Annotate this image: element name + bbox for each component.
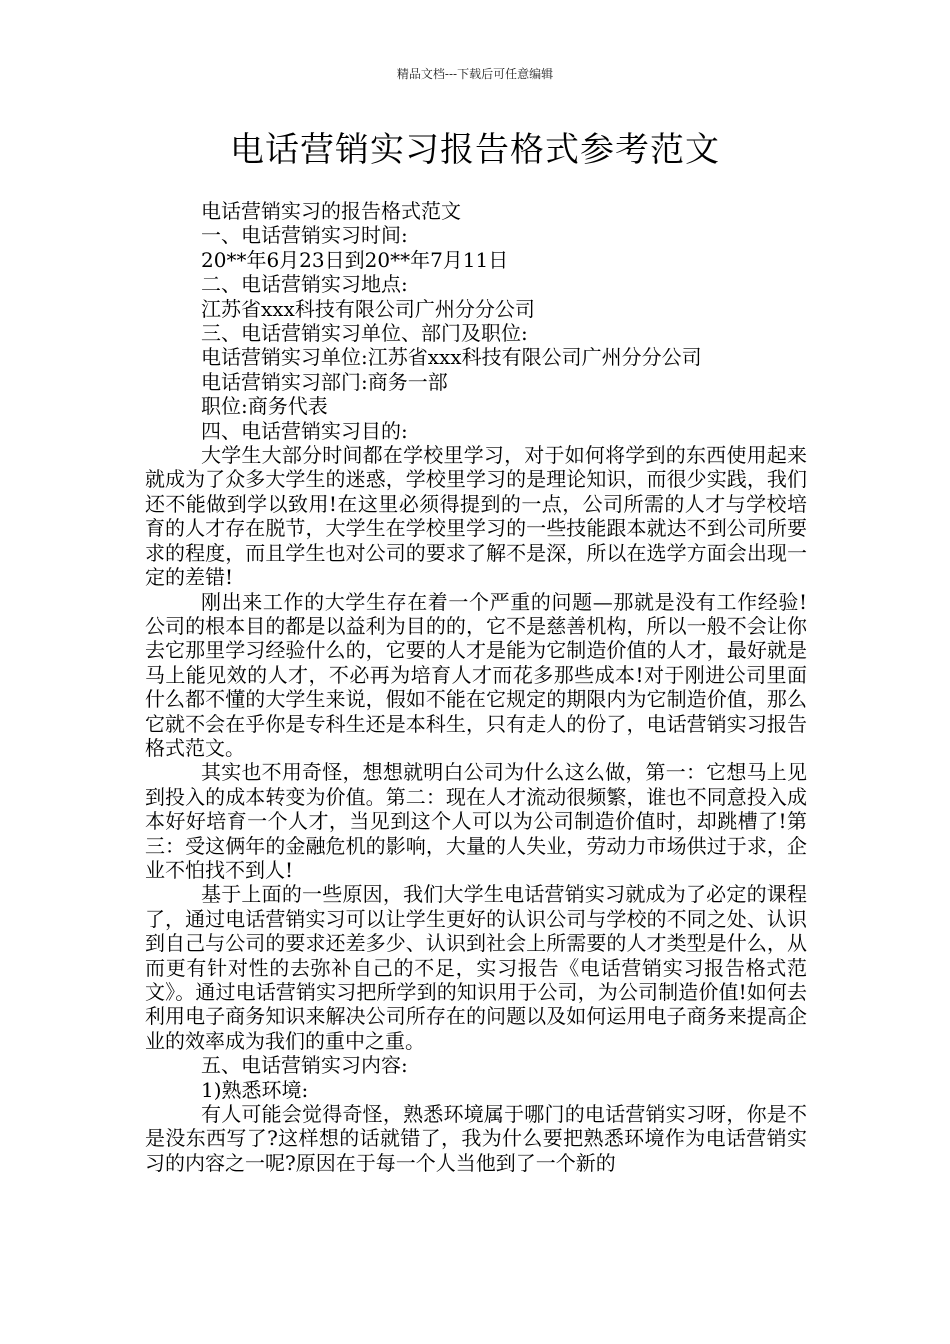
text-line: 20**年6月23日到20**年7月11日 xyxy=(201,247,509,272)
body-paragraph: 刚出来工作的大学生存在着一个严重的问题—那就是没有工作经验!公司的根本目的都是以益利为目的的，它不是慈善机构，所以一般不会让你去它那里学习经验什么的，它要的人才是能为它制造价值的人才，最好就是马上能见效的人才，不必再为培育人才而花多那些成本!对于刚进公司里面什么都不懂的大学生来说，假如不能在它规定的期限内为它制造价值，那么它就不会在乎你是专科生还是本科生，只有走人的份了，电话营销实习报告格式范文。 xyxy=(145,589,807,760)
section-heading: 三、电话营销实习单位、部门及职位: xyxy=(201,321,528,346)
body-paragraph: 其实也不用奇怪，想想就明白公司为什么这么做，第一：它想马上见到投入的成本转变为价值。第二：现在人才流动很频繁，谁也不同意投入成本好好培育一个人才，当见到这个人可以为公司制造价值时，却跳槽了!第三：受这俩年的金融危机的影响，大量的人失业，劳动力市场供过于求，企业不怕找不到人! xyxy=(145,760,807,882)
text-line: 江苏省xxx科技有限公司广州分分公司 xyxy=(201,296,535,321)
text-line: 电话营销实习部门:商务一部 xyxy=(201,369,448,394)
text-line: 电话营销实习单位:江苏省xxx科技有限公司广州分分公司 xyxy=(201,345,702,370)
section-heading: 一、电话营销实习时间: xyxy=(201,223,408,248)
text-line: 职位:商务代表 xyxy=(201,394,328,419)
document-title: 电话营销实习报告格式参考范文 xyxy=(230,130,720,170)
section-heading: 四、电话营销实习目的: xyxy=(201,418,408,443)
body-paragraph: 基于上面的一些原因，我们大学生电话营销实习就成为了必定的课程了，通过电话营销实习可以让学生更好的认识公司与学校的不同之处、认识到自己与公司的要求还差多少、认识到社会上所需要的人才类型是什么，从而更有针对性的去弥补自己的不足，实习报告《电话营销实习报告格式范文》。通过电话营销实习把所学到的知识用于公司，为公司制造价值!如何去利用电子商务知识来解决公司所存在的问题以及如何运用电子商务来提高企业的效率成为我们的重中之重。 xyxy=(145,882,807,1053)
text-line: 电话营销实习的报告格式范文 xyxy=(201,199,461,223)
section-heading: 二、电话营销实习地点: xyxy=(201,272,408,297)
body-paragraph: 有人可能会觉得奇怪，熟悉环境属于哪门的电话营销实习呀，你是不是没东西写了?这样想的话就错了，我为什么要把熟悉环境作为电话营销实习的内容之一呢?原因在于每一个人当他到了一个新的 xyxy=(145,1102,807,1175)
header-note: 精品文档---下载后可任意编辑 xyxy=(396,67,554,81)
document-body xyxy=(145,199,807,1175)
section-heading: 五、电话营销实习内容: xyxy=(201,1053,408,1078)
subsection-heading: 1)熟悉环境: xyxy=(201,1077,309,1102)
body-paragraph: 大学生大部分时间都在学校里学习，对于如何将学到的东西使用起来就成为了众多大学生的迷惑，学校里学习的是理论知识，而很少实践，我们还不能做到学以致用!在这里必须得提到的一点，公司所需的人才与学校培育的人才存在脱节，大学生在学校里学习的一些技能跟本就达不到公司所要求的程度，而且学生也对公司的要求了解不是深，所以在选学方面会出现一定的差错! xyxy=(145,443,807,590)
